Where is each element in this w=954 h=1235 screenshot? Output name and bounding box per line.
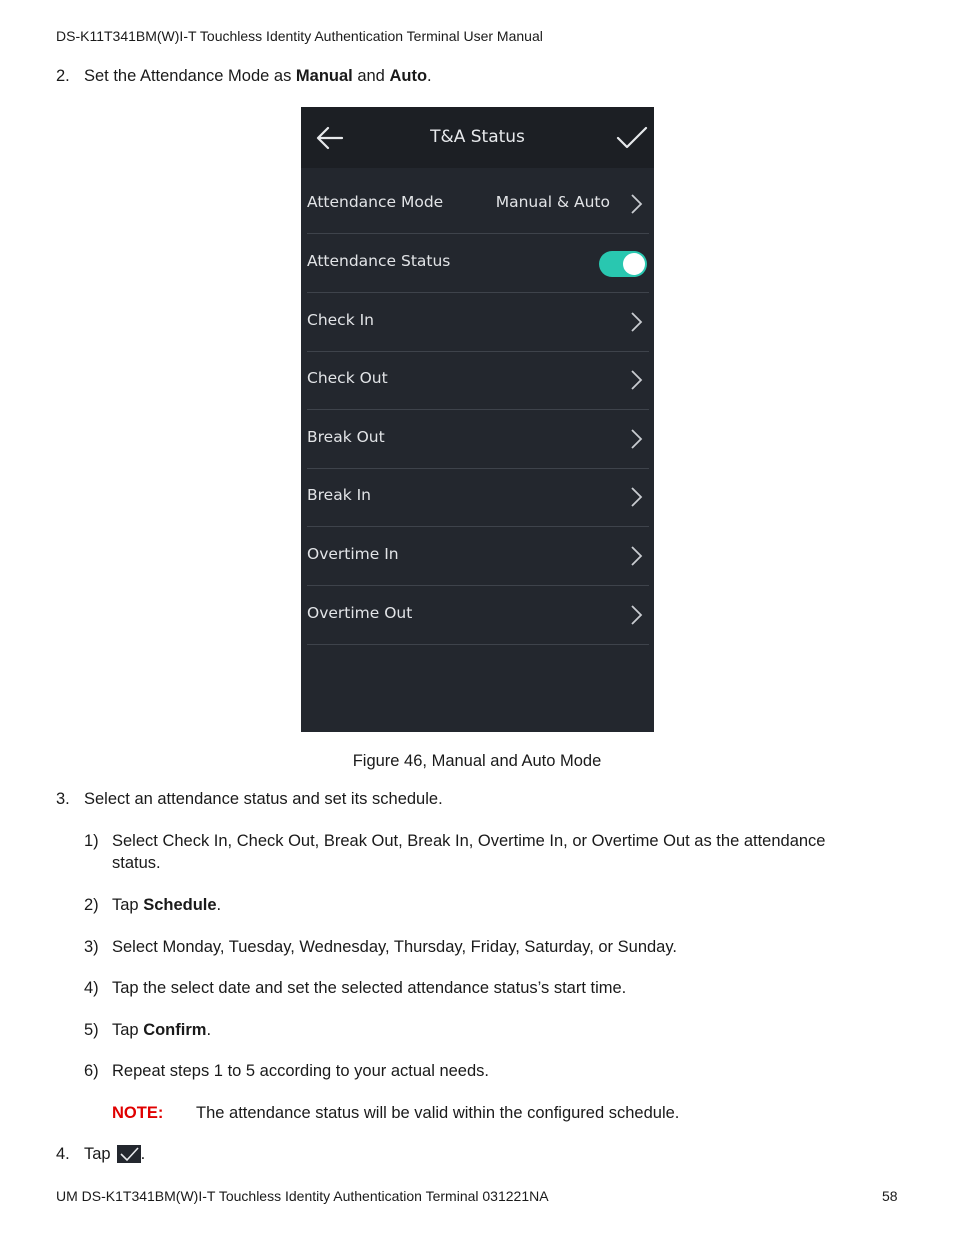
step-number: 3. (56, 790, 70, 808)
note (112, 1104, 680, 1123)
step-number: 4. (56, 1145, 70, 1163)
substep-2 (84, 896, 222, 915)
step-text: and (352, 67, 390, 85)
row-check-out[interactable] (307, 351, 649, 410)
step-text: Set the Attendance Mode as (84, 67, 296, 85)
row-attendance-status (307, 234, 649, 293)
step-2-text (84, 67, 432, 86)
figure-caption: Figure 46, Manual and Auto Mode (352, 752, 602, 770)
substep-6 (84, 1062, 489, 1081)
step-4 (56, 1145, 146, 1164)
bold-term: Confirm (143, 1021, 207, 1039)
step-text: . (427, 67, 432, 85)
substep-1 (84, 832, 826, 872)
substep-3 (84, 938, 677, 957)
row-overtime-out[interactable] (307, 586, 649, 645)
row-label: Check Out (307, 369, 388, 387)
step-text: Tap (112, 1021, 144, 1039)
device-screen (301, 107, 654, 732)
substep-text-continued: status. (112, 854, 161, 872)
substep-text (112, 896, 221, 915)
substep-number: 4) (84, 979, 99, 997)
bold-term: Schedule (143, 896, 217, 914)
row-overtime-in[interactable] (307, 527, 649, 586)
step-text: . (206, 1021, 212, 1039)
chevron-right-icon (629, 428, 643, 450)
row-label: Attendance Status (307, 252, 451, 270)
row-label: Check In (307, 311, 375, 329)
substep-4 (84, 979, 627, 998)
note-text: The attendance status will be valid within the configured schedule. (196, 1104, 680, 1122)
bold-term: Manual (295, 67, 353, 85)
row-label: Break In (307, 486, 371, 504)
row-label: Break Out (307, 428, 385, 446)
toggle-knob (623, 253, 645, 275)
device-title: T&A Status (430, 127, 525, 147)
document-footer: UM DS-K1T341BM(W)I-T Touchless Identity Authentication Terminal 031221NA (56, 1188, 549, 1204)
document-header: DS-K11T341BM(W)I-T Touchless Identity Authentication Terminal User Manual (56, 28, 543, 44)
row-break-in[interactable] (307, 468, 649, 527)
page-number: 58 (882, 1188, 898, 1204)
row-check-in[interactable] (307, 293, 649, 352)
substep-text: Repeat steps 1 to 5 according to your actual needs. (112, 1062, 489, 1080)
note-label: NOTE: (112, 1104, 164, 1122)
row-value: Manual & Auto (495, 193, 610, 211)
chevron-right-icon (629, 311, 643, 333)
device-title-bar (301, 107, 654, 168)
chevron-right-icon (629, 369, 643, 391)
substep-text (112, 1021, 211, 1040)
substep-number: 6) (84, 1062, 99, 1080)
chevron-right-icon (629, 545, 643, 567)
substep-text: Select Monday, Tuesday, Wednesday, Thursday, Friday, Saturday, or Sunday. (112, 938, 677, 956)
chevron-right-icon (629, 193, 643, 215)
bold-term: Auto (389, 67, 428, 85)
step-text: . (140, 1145, 146, 1163)
chevron-right-icon (629, 486, 643, 508)
checkmark-icon[interactable] (616, 125, 648, 151)
step-text: Tap (112, 896, 144, 914)
substep-text: Tap the select date and set the selected attendance status’s start time. (112, 979, 627, 997)
row-label: Overtime Out (307, 604, 413, 622)
substep-number: 3) (84, 938, 99, 956)
substep-number: 5) (84, 1021, 99, 1039)
step-text: Tap (84, 1145, 111, 1163)
checkmark-icon (117, 1145, 141, 1163)
step-2 (56, 67, 432, 86)
row-label: Attendance Mode (307, 193, 444, 211)
row-attendance-mode[interactable] (307, 175, 649, 234)
substep-text: Select Check In, Check Out, Break Out, Break In, Overtime In, or Overtime Out as the attendance (112, 832, 826, 850)
row-label: Overtime In (307, 545, 399, 563)
substep-5 (84, 1021, 212, 1040)
attendance-status-toggle[interactable] (599, 251, 647, 277)
chevron-right-icon (629, 604, 643, 626)
substep-number: 1) (84, 832, 99, 850)
step-4-text (84, 1145, 145, 1164)
step-text: . (216, 896, 222, 914)
substep-number: 2) (84, 896, 99, 914)
step-3 (56, 790, 443, 809)
row-break-out[interactable] (307, 410, 649, 469)
step-number: 2. (56, 67, 70, 85)
step-text: Select an attendance status and set its schedule. (84, 790, 443, 808)
